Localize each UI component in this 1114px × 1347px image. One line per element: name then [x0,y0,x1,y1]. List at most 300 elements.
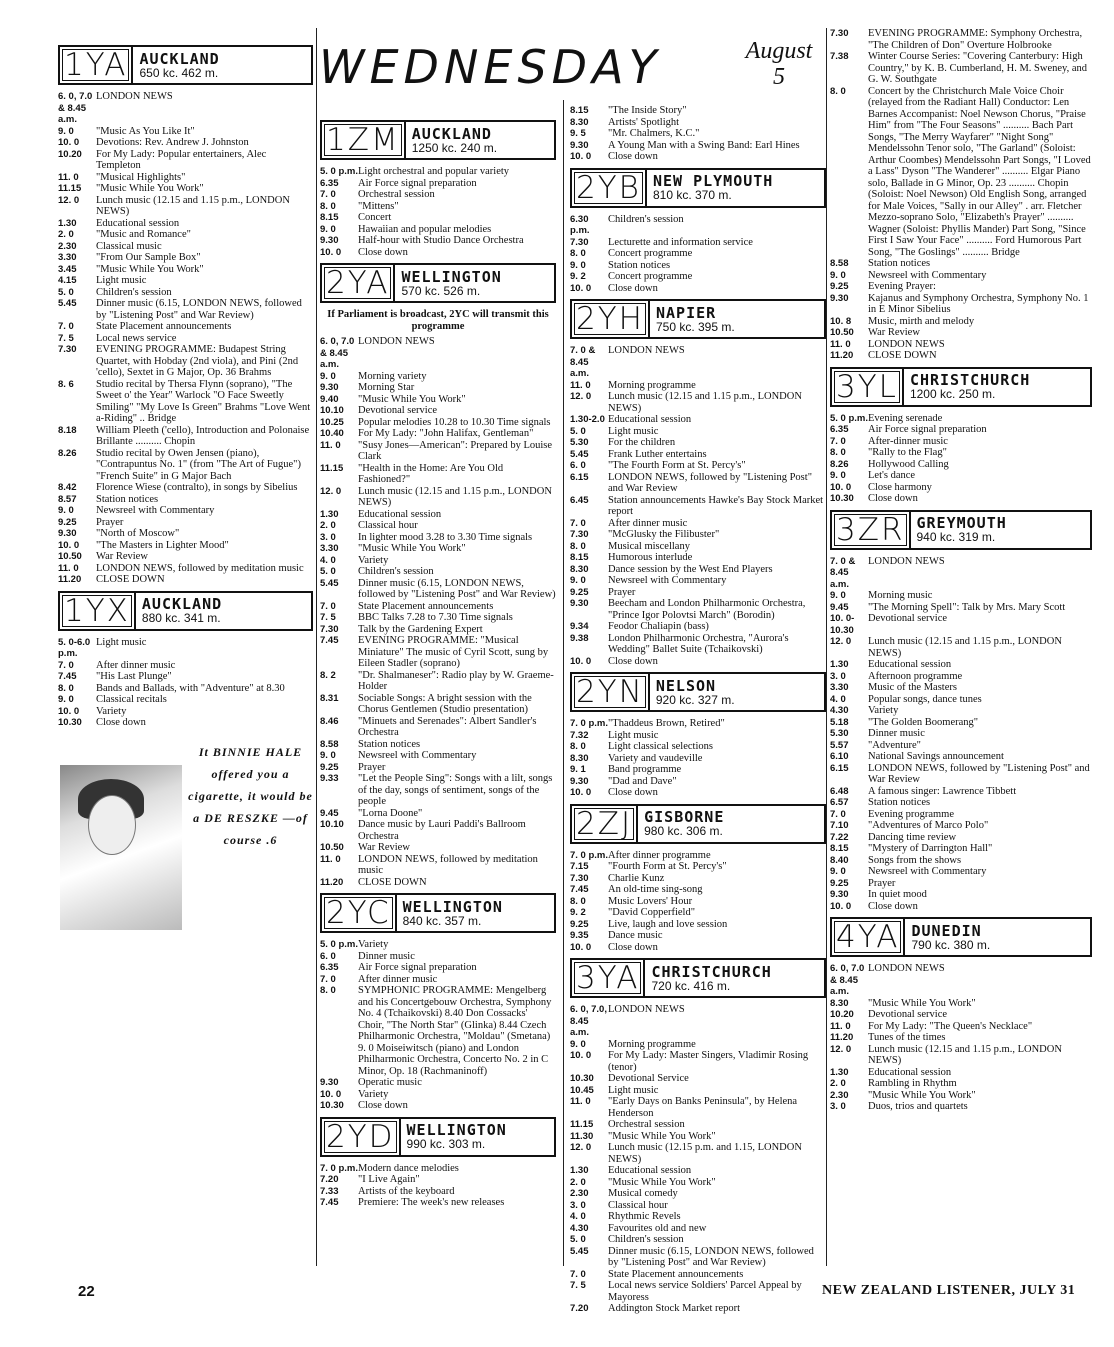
programme-time: 10. 0 [320,1088,342,1100]
programme-title: War Review [358,842,410,853]
programme-item [320,842,556,854]
programme-title: "Susy Jones—American": Prepared by Louise Clark [358,439,553,462]
programme-time: 8. 0 [830,85,846,97]
programme-item [570,598,826,621]
programme-time: 9. 1 [570,764,586,775]
programme-title: LONDON NEWS, followed by meditation music [96,562,304,574]
programme-item [58,298,313,321]
programme-title: "The Morning Spell": Talk by Mrs. Mary Scott [868,601,1066,613]
programme-title: Concert programme [608,248,693,259]
programme-item [320,1163,556,1175]
programme-time: 9.45 [830,601,849,613]
programme-time: 12. 0 [570,391,592,402]
programme-title: Light orchestral and popular variety [358,166,510,177]
programme-time: 9.25 [830,877,849,889]
programme-title: "Music While You Work" [868,1089,976,1101]
programme-title: "Dr. Shalmaneser": Radio play by W. Graeme-Holder [358,669,554,692]
programme-time: 7. 0 p.m. [570,718,609,729]
programme-title: Close down [96,717,146,728]
programme-title: LONDON NEWS [868,338,945,350]
programme-item [320,178,556,190]
station-header [570,958,826,998]
programme-time: 7. 0 [830,808,846,820]
programme-item [58,275,313,287]
programme-title: Station notices [608,259,671,271]
programme-time: 9. 0 [830,590,846,601]
programme-item [830,843,1092,855]
station-header [58,45,313,85]
programme-title: Educational session [358,508,442,520]
programme-time: 3. 0 [830,1101,846,1112]
programme-title: Close down [608,787,658,798]
programme-item [320,951,556,963]
programme-time: 8.15 [570,552,589,563]
programme-time: 6.57 [830,797,849,808]
programme-title: Light music [96,275,147,286]
programme-title: Classical recitals [96,694,167,705]
programme-time: 6. 0, 7.0 & 8.45 a.m. [320,336,355,370]
programme-time: 9.38 [570,632,589,644]
programme-title: Hawaiian and popular melodies [358,223,492,235]
programme-title: Prayer [868,877,896,889]
programme-time: 7.10 [830,820,849,831]
programme-title: "Rally to the Flag" [868,447,947,458]
programme-item [570,1073,826,1085]
programme-title: After dinner music [96,659,176,671]
programme-title: "The Fourth Form at St. Percy's" [608,460,746,471]
programme-time: 7. 0 [58,321,74,332]
programme-time: 10.30 [58,717,82,728]
programme-item [830,717,1092,729]
programme-time: 10.40 [320,428,344,439]
programme-time: 6.35 [320,177,339,189]
programme-item [58,425,313,448]
programme-item [830,482,1092,494]
programme-time: 6. 0 [320,950,336,962]
station-header [830,917,1092,957]
programme-time: 7. 5 [570,1280,586,1291]
programme-item [830,1009,1092,1021]
programme-item [570,449,826,461]
programme-title: Tunes of the times [868,1032,946,1043]
programme-time: 7. 0 [320,600,336,612]
programme-title: Close harmony [868,481,932,493]
programme-time: 1.30 [320,508,339,520]
programme-title: Classical music [96,240,162,252]
programme-item [320,555,556,567]
station-city: WELLINGTON [401,267,502,286]
programme-title: Concert [358,212,392,223]
programme-item [570,283,826,295]
programme-time: 9. 0 [320,223,336,235]
programme-item [830,832,1092,844]
programme-time: 11.15 [570,1119,594,1130]
programme-item [320,773,556,808]
programme-title: "Health in the Home: Are You Old Fashioned?" [358,462,504,485]
programme-item [570,575,826,587]
programme-title: Orchestral session [358,189,435,200]
programme-title: Hollywood Calling [868,458,949,470]
station-call-sign: 1ZM [322,122,406,158]
programme-title: Lunch music (12.15 and 1.15 p.m., LONDON NEWS) [868,1043,1062,1066]
programme-time: 6.10 [830,751,849,762]
programme-item [570,656,826,668]
programme-list [570,345,826,667]
programme-title: Duos, trios and quartets [868,1101,968,1112]
programme-item [320,405,556,417]
programme-item [570,753,826,765]
programme-title: "The Inside Story" [608,105,687,116]
station-frequency: 880 kc. 341 m. [141,611,221,625]
programme-time: 9. 0 [830,470,846,481]
programme-title: London Philharmonic Orchestra, "Aurora's Wedding" Ballet Suite (Tchaikovski) [608,632,789,655]
programme-item [570,214,826,237]
programme-item [58,448,313,483]
programme-time: 8.30 [570,116,589,128]
programme-time: 8. 0 [58,682,74,694]
programme-time: 11. 0 [320,439,341,451]
programme-item [320,235,556,247]
programme-item [830,797,1092,809]
programme-time: 8.15 [320,212,339,223]
programme-item [830,447,1092,459]
programme-title: Lunch music (12.15 and 1.15 p.m., LONDON NEWS) [868,636,1062,659]
programme-title: Evening programme [868,808,955,820]
programme-item [58,683,313,695]
programme-time: 2. 0 [320,520,336,531]
programme-item [320,624,556,636]
programme-title: Popular songs, dance tunes [868,693,982,705]
programme-time: 5.45 [58,298,77,309]
programme-time: 4. 0 [830,693,846,705]
programme-time: 3. 0 [320,531,336,543]
programme-title: Air Force signal preparation [358,962,477,973]
station-city: NELSON [655,676,717,695]
programme-title: Classical hour [358,520,418,531]
programme-time: 10.30 [570,1073,594,1084]
programme-time: 4.30 [570,1222,589,1234]
programme-item [830,740,1092,752]
station-city: WELLINGTON [402,897,503,916]
programme-item [570,884,826,896]
station-city: CHRISTCHURCH [651,962,772,981]
programme-time: 10. 0 [570,151,592,162]
programme-time: 6.35 [320,962,339,973]
programme-item [830,866,1092,878]
advert-photo [60,765,182,930]
programme-time: 8. 0 [570,540,586,552]
parliament-note: If Parliament is broadcast, 2YC will transmit this programme [327,309,549,332]
programme-item [830,1090,1092,1102]
programme-time: 6.48 [830,785,849,797]
programme-time: 7.33 [320,1185,339,1197]
programme-time: 5.57 [830,739,849,751]
programme-item [58,344,313,379]
station-city: GISBORNE [644,808,725,826]
station-header [570,804,826,844]
station-city: AUCKLAND [139,49,220,68]
programme-time: 9.30 [320,382,339,393]
programme-title: "Thaddeus Brown, Retired" [608,718,725,729]
station-call-sign: 1YX [60,593,136,629]
programme-title: Classical hour [608,1199,668,1211]
programme-title: "Dad and Dave" [608,775,677,787]
programme-item [830,424,1092,436]
programme-time: 7.45 [570,884,589,895]
programme-title: "Let the People Sing": Songs with a lilt, songs of the day, songs of sentiment, songs of the people [358,773,553,807]
programme-time: 7. 5 [320,612,336,623]
programme-title: William Pleeth ('cello), Introduction and Polonaise Brillante .......... Chopin [96,424,310,447]
programme-item [570,1142,826,1165]
programme-time: 8.15 [570,105,589,116]
programme-title: Afternoon programme [868,670,963,682]
programme-item [58,505,313,517]
programme-title: "Minuets and Serenades": Albert Sandler's Orchestra [358,715,537,738]
programme-item [320,382,556,394]
programme-title: Concert programme [608,271,693,282]
programme-item [58,551,313,563]
programme-title: A famous singer: Lawrence Tibbett [868,785,1017,797]
programme-item [830,339,1092,351]
station-frequency: 650 kc. 462 m. [139,65,219,80]
station-call-sign: 2YD [322,1119,401,1155]
programme-time: 7.30 [570,236,589,248]
programme-time: 8. 0 [570,741,586,752]
programme-title: Live, laugh and love session [608,918,728,930]
programme-list [830,963,1092,1113]
programme-item [320,224,556,236]
programme-title: Air Force signal preparation [358,177,477,189]
station-city: WELLINGTON [406,1121,507,1139]
programme-item [830,459,1092,471]
programme-time: 9.25 [570,586,589,598]
programme-title: Addington Stock Market report [608,1303,741,1314]
programme-item [58,241,313,253]
programme-item [830,281,1092,293]
column-divider [563,100,564,1266]
programme-title: "Music While You Work" [608,1130,716,1142]
programme-time: 1.30-2.0 [570,414,605,425]
programme-title: In lighter mood 3.28 to 3.30 Time signals [358,531,533,543]
column-divider [316,28,317,1266]
programme-time: 8.58 [320,738,339,750]
programme-title: State Placement announcements [608,1268,744,1280]
programme-title: Morning programme [608,379,696,391]
programme-title: "Mystery of Darrington Hall" [868,843,993,854]
programme-item [58,137,313,149]
programme-time: 3. 0 [830,670,846,682]
programme-item [570,1131,826,1143]
programme-item [320,1197,556,1209]
programme-time: 9. 0 [58,125,74,137]
station-call-sign: 3YL [832,369,904,405]
programme-time: 1.30 [830,1066,849,1078]
programme-item [570,1165,826,1177]
programme-item [320,189,556,201]
programme-item [830,258,1092,270]
programme-item [58,149,313,172]
programme-item [570,529,826,541]
programme-item [570,764,826,776]
programme-time: 11. 0 [830,1020,851,1032]
programme-time: 9.25 [320,761,339,773]
programme-item [830,613,1092,636]
programme-item [830,1032,1092,1044]
programme-time: 8.30 [570,752,589,764]
programme-item [570,718,826,730]
programme-item [570,1050,826,1073]
programme-item [58,229,313,241]
programme-time: 1.30 [58,217,77,229]
programme-item [58,126,313,138]
station-call-sign: 2YC [322,895,397,931]
programme-time: 9.25 [830,281,849,292]
programme-item [320,1077,556,1089]
programme-item [830,1067,1092,1079]
programme-time: 7.22 [830,831,849,843]
programme-item [570,1280,826,1303]
programme-time: 8. 0 [320,985,336,996]
programme-item [570,1085,826,1097]
programme-title: After dinner music [608,517,688,529]
programme-title: LONDON NEWS [868,555,945,567]
programme-time: 12. 0 [570,1142,592,1153]
programme-item [320,762,556,774]
programme-item [570,919,826,931]
programme-title: Studio recital by Owen Jensen (piano), "Contrapuntus No. 1" (from "The Art of Fugue") "French Suite" in G Major Bach [96,447,301,482]
programme-time: 10.50 [830,327,854,338]
programme-title: Light music [608,1084,659,1096]
programme-title: Close down [868,900,918,912]
programme-time: 7. 0 [570,517,586,529]
programme-time: 11.20 [830,1032,854,1043]
programme-title: Station notices [868,258,931,269]
programme-title: Dance music [608,930,663,941]
programme-title: "Music While You Work" [358,393,466,405]
programme-time: 9. 2 [570,271,586,282]
programme-title: Feodor Chaliapin (bass) [608,621,709,632]
programme-time: 5.18 [830,716,849,728]
programme-title: Dinner music (6.15, LONDON NEWS, followed by "Listening Post" and War Review) [608,1245,814,1268]
programme-title: Newsreel with Commentary [608,575,727,586]
programme-item [320,750,556,762]
programme-item [830,659,1092,671]
programme-time: 7.45 [58,671,77,682]
programme-title: Devotions: Rev. Andrew J. Johnston [96,137,249,148]
programme-time: 12. 0 [320,485,342,497]
programme-item [58,321,313,333]
programme-time: 3. 0 [570,1199,586,1211]
programme-item [570,850,826,862]
programme-time: 9. 0 [320,370,336,382]
programme-time: 6. 0, 7.0 & 8.45 a.m. [58,91,93,125]
programme-time: 9. 0 [320,750,336,761]
programme-time: 8.58 [830,258,849,269]
programme-item [320,247,556,259]
station-city: CHRISTCHURCH [909,371,1031,389]
programme-item [830,413,1092,425]
programme-time: 10. 0 [570,787,592,798]
programme-title: Lunch music (12.15 p.m. and 1.15, LONDON NEWS) [608,1142,802,1165]
programme-title: An old-time sing-song [608,884,703,895]
station-call-sign: 2ZJ [572,806,638,842]
programme-time: 8.40 [830,854,849,866]
programme-title: State Placement announcements [358,600,494,612]
programme-time: 1.30 [570,1165,589,1176]
programme-time: 9.25 [58,516,77,528]
programme-time: 5. 0 p.m. [320,939,359,950]
programme-title: Orchestral session [608,1119,685,1130]
programme-item [830,809,1092,821]
programme-time: 5. 0 p.m. [320,166,359,177]
programme-title: "The Golden Boomerang" [868,716,979,728]
programme-title: Dinner music (6.15, LONDON NEWS, followed by "Listening Post" and War Review) [96,298,302,321]
programme-list [58,637,313,729]
programme-title: Children's session [608,1234,684,1245]
day-title: WEDNESDAY [319,40,662,94]
programme-time: 9.30 [570,598,589,609]
programme-time: 4.30 [830,705,849,716]
programme-time: 7.20 [320,1174,339,1185]
programme-title: Close down [608,282,658,294]
programme-title: Dancing time review [868,831,957,843]
station-frequency: 750 kc. 395 m. [655,319,735,334]
programme-time: 12. 0 [58,194,80,206]
programme-time: 6.30 p.m. [570,213,590,236]
programme-item [320,201,556,213]
programme-item [570,564,826,576]
programme-title: Kajanus and Symphony Orchestra, Symphony No. 1 in E Minor Sibelius [868,292,1089,315]
programme-item [570,873,826,885]
programme-time: 9.25 [570,918,589,930]
programme-time: 7. 0 [58,659,74,671]
programme-title: Evening Prayer: [868,281,936,292]
station-city: NAPIER [655,303,717,322]
programme-title: "Music While You Work" [868,997,976,1009]
programme-time: 10.10 [320,819,344,830]
programme-time: 5.45 [570,1245,589,1257]
programme-title: Dinner music (6.15, LONDON NEWS, followed by "Listening Post" and War Review) [358,577,556,600]
programme-title: Newsreel with Commentary [868,269,987,281]
programme-time: 10.20 [58,148,82,160]
programme-title: Talk by the Gardening Expert [358,623,483,635]
programme-time: 3.30 [320,543,339,554]
programme-item [58,264,313,276]
programme-time: 11.30 [570,1130,594,1142]
programme-item [320,532,556,544]
programme-time: 9.30 [570,775,589,787]
column-1 [58,40,313,1260]
programme-time: 11.20 [58,574,82,585]
programme-item [830,51,1092,86]
programme-title: Air Force signal preparation [868,424,987,435]
programme-time: 9. 0 [58,505,74,516]
programme-title: "Music As You Like It" [96,125,195,137]
programme-title: Educational session [868,659,952,670]
programme-title: "Music and Romance" [96,229,191,240]
programme-title: "Adventures of Marco Polo" [868,820,989,831]
programme-title: "Early Days on Banks Peninsula", by Helena Henderson [608,1096,798,1119]
programme-title: Artists of the keyboard [358,1185,455,1197]
programme-item [320,877,556,889]
programme-title: After-dinner music [868,435,948,447]
programme-item [570,1119,826,1131]
programme-item [570,776,826,788]
programme-title: "Music While You Work" [96,263,204,275]
programme-item [570,633,826,656]
programme-time: 2. 0 [570,1176,586,1188]
programme-item [570,248,826,260]
